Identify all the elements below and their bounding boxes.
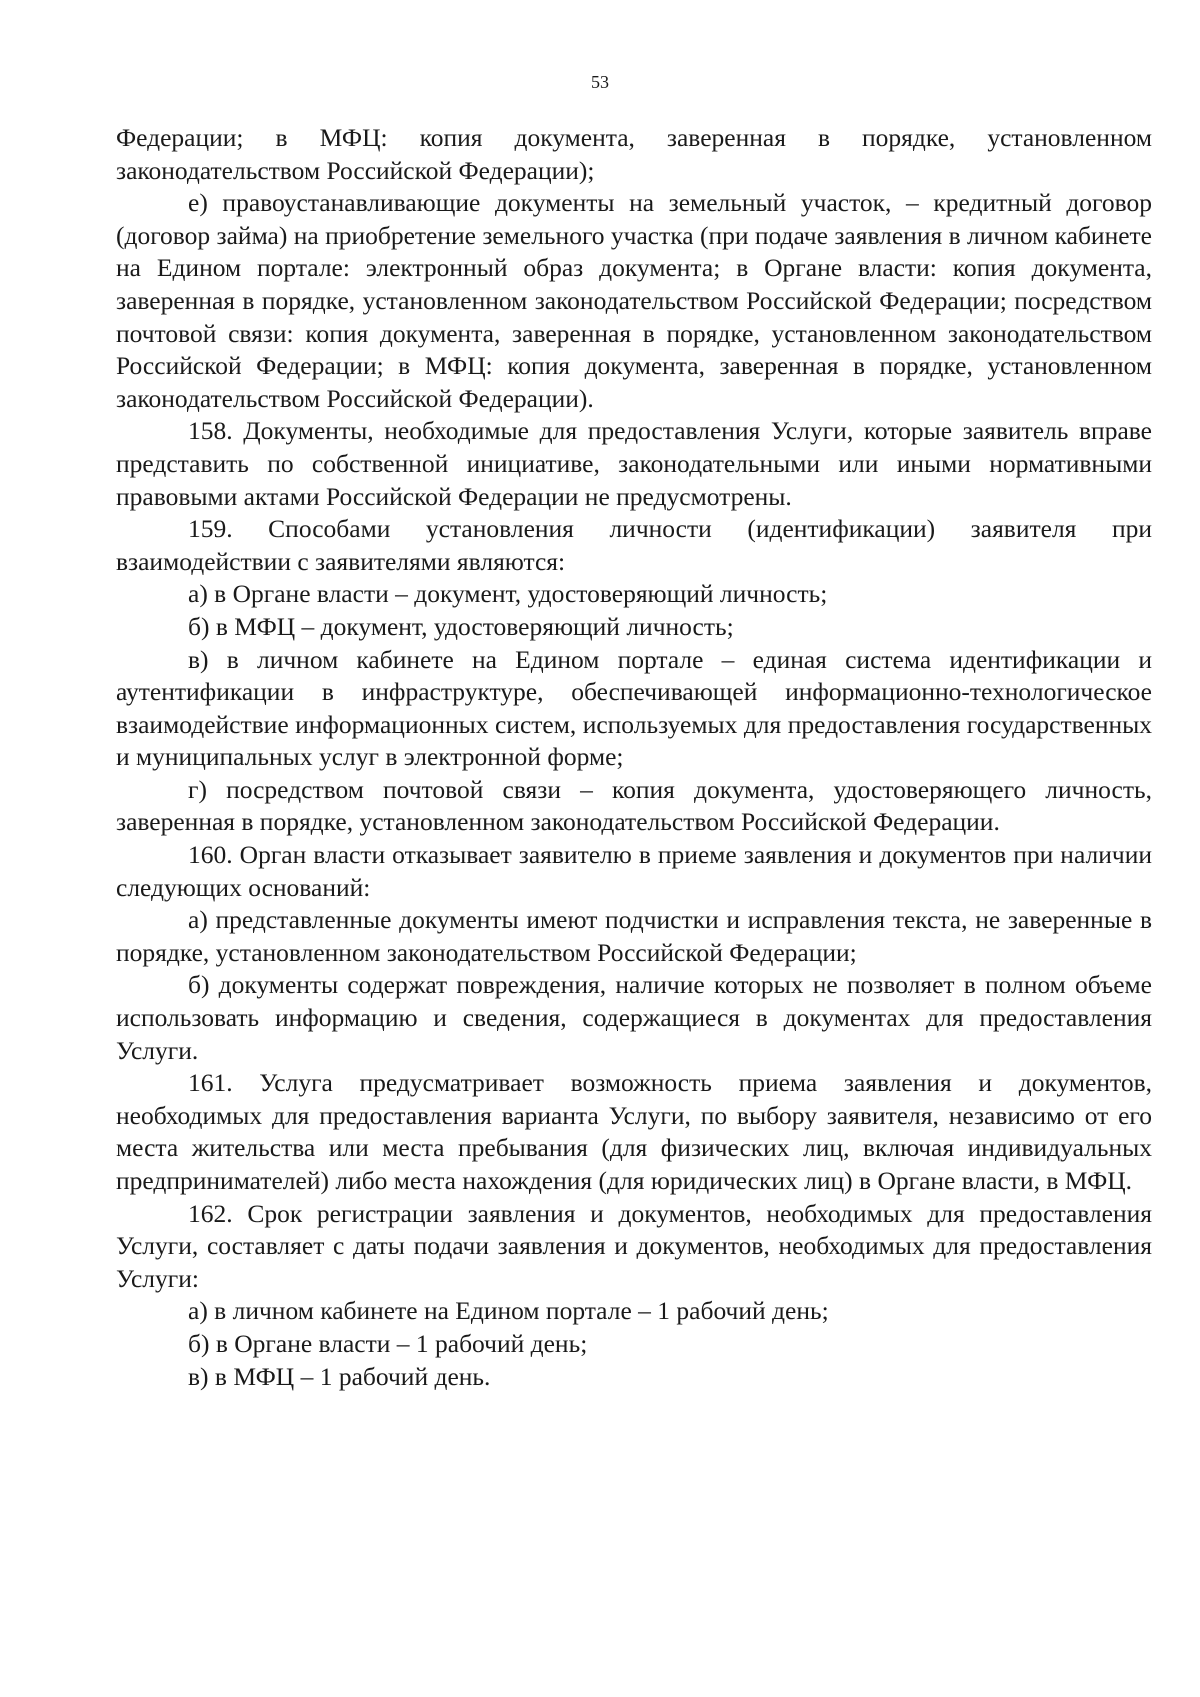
paragraph: 161. Услуга предусматривает возможность приема заявления и документов, необходимых для предоставления варианта Услуги, по выбору заявителя, независимо от его места жительства или места пребывания (для физических лиц, включая индивидуальных предпринимателей) либо места нахождения (для юридических лиц) в Органе власти, в МФЦ. (116, 1068, 1152, 1195)
page-number: 53 (591, 72, 609, 92)
paragraph: 162. Срок регистрации заявления и документов, необходимых для предоставления Услуги, составляет с даты подачи заявления и документов, необходимых для предоставления Услуги: (116, 1198, 1152, 1293)
list-item: в) в МФЦ – 1 рабочий день. (188, 1361, 491, 1391)
paragraph: 158. Документы, необходимые для предоставления Услуги, которые заявитель вправе представить по собственной инициативе, законодательными или иными нормативными правовыми актами Российской Федерации не предусмотрены. (116, 416, 1152, 511)
list-item: б) документы содержат повреждения, наличие которых не позволяет в полном объеме использовать информацию и сведения, содержащиеся в документах для предоставления Услуги. (116, 970, 1152, 1065)
document-body (116, 122, 1152, 1393)
list-item: а) в Органе власти – документ, удостоверяющий личность; (188, 579, 828, 609)
paragraph: 159. Способами установления личности (идентификации) заявителя при взаимодействии с заявителями являются: (116, 514, 1152, 576)
list-item: а) в личном кабинете на Едином портале – 1 рабочий день; (188, 1296, 829, 1326)
list-item: в) в личном кабинете на Едином портале – единая система идентификации и аутентификации в инфраструктуре, обеспечивающей информационно-технологическое взаимодействие информационных систем, используемых для предоставления государственных и муниципальных услуг в электронной форме; (116, 644, 1152, 772)
list-item: а) представленные документы имеют подчистки и исправления текста, не заверенные в порядке, установленном законодательством Российской Федерации; (116, 905, 1152, 967)
paragraph: 160. Орган власти отказывает заявителю в приеме заявления и документов при наличии следующих оснований: (116, 840, 1152, 902)
list-item: б) в МФЦ – документ, удостоверяющий личность; (188, 611, 734, 641)
paragraph: е) правоустанавливающие документы на земельный участок, – кредитный договор (договор займа) на приобретение земельного участка (при подаче заявления в личном кабинете на Едином портале: электронный образ документа; в Органе власти: копия документа, заверенная в порядке, установленном законодательством Российской Федерации; посредством почтовой связи: копия документа, заверенная в порядке, установленном законодательством Российской Федерации; в МФЦ: копия документа, заверенная в порядке, установленном законодательством Российской Федерации). (116, 188, 1152, 413)
paragraph: Федерации; в МФЦ: копия документа, заверенная в порядке, установленном законодательством Российской Федерации); (116, 123, 1152, 185)
list-item: г) посредством почтовой связи – копия документа, удостоверяющего личность, заверенная в порядке, установленном законодательством Российской Федерации. (116, 774, 1152, 837)
list-item: б) в Органе власти – 1 рабочий день; (188, 1328, 588, 1358)
